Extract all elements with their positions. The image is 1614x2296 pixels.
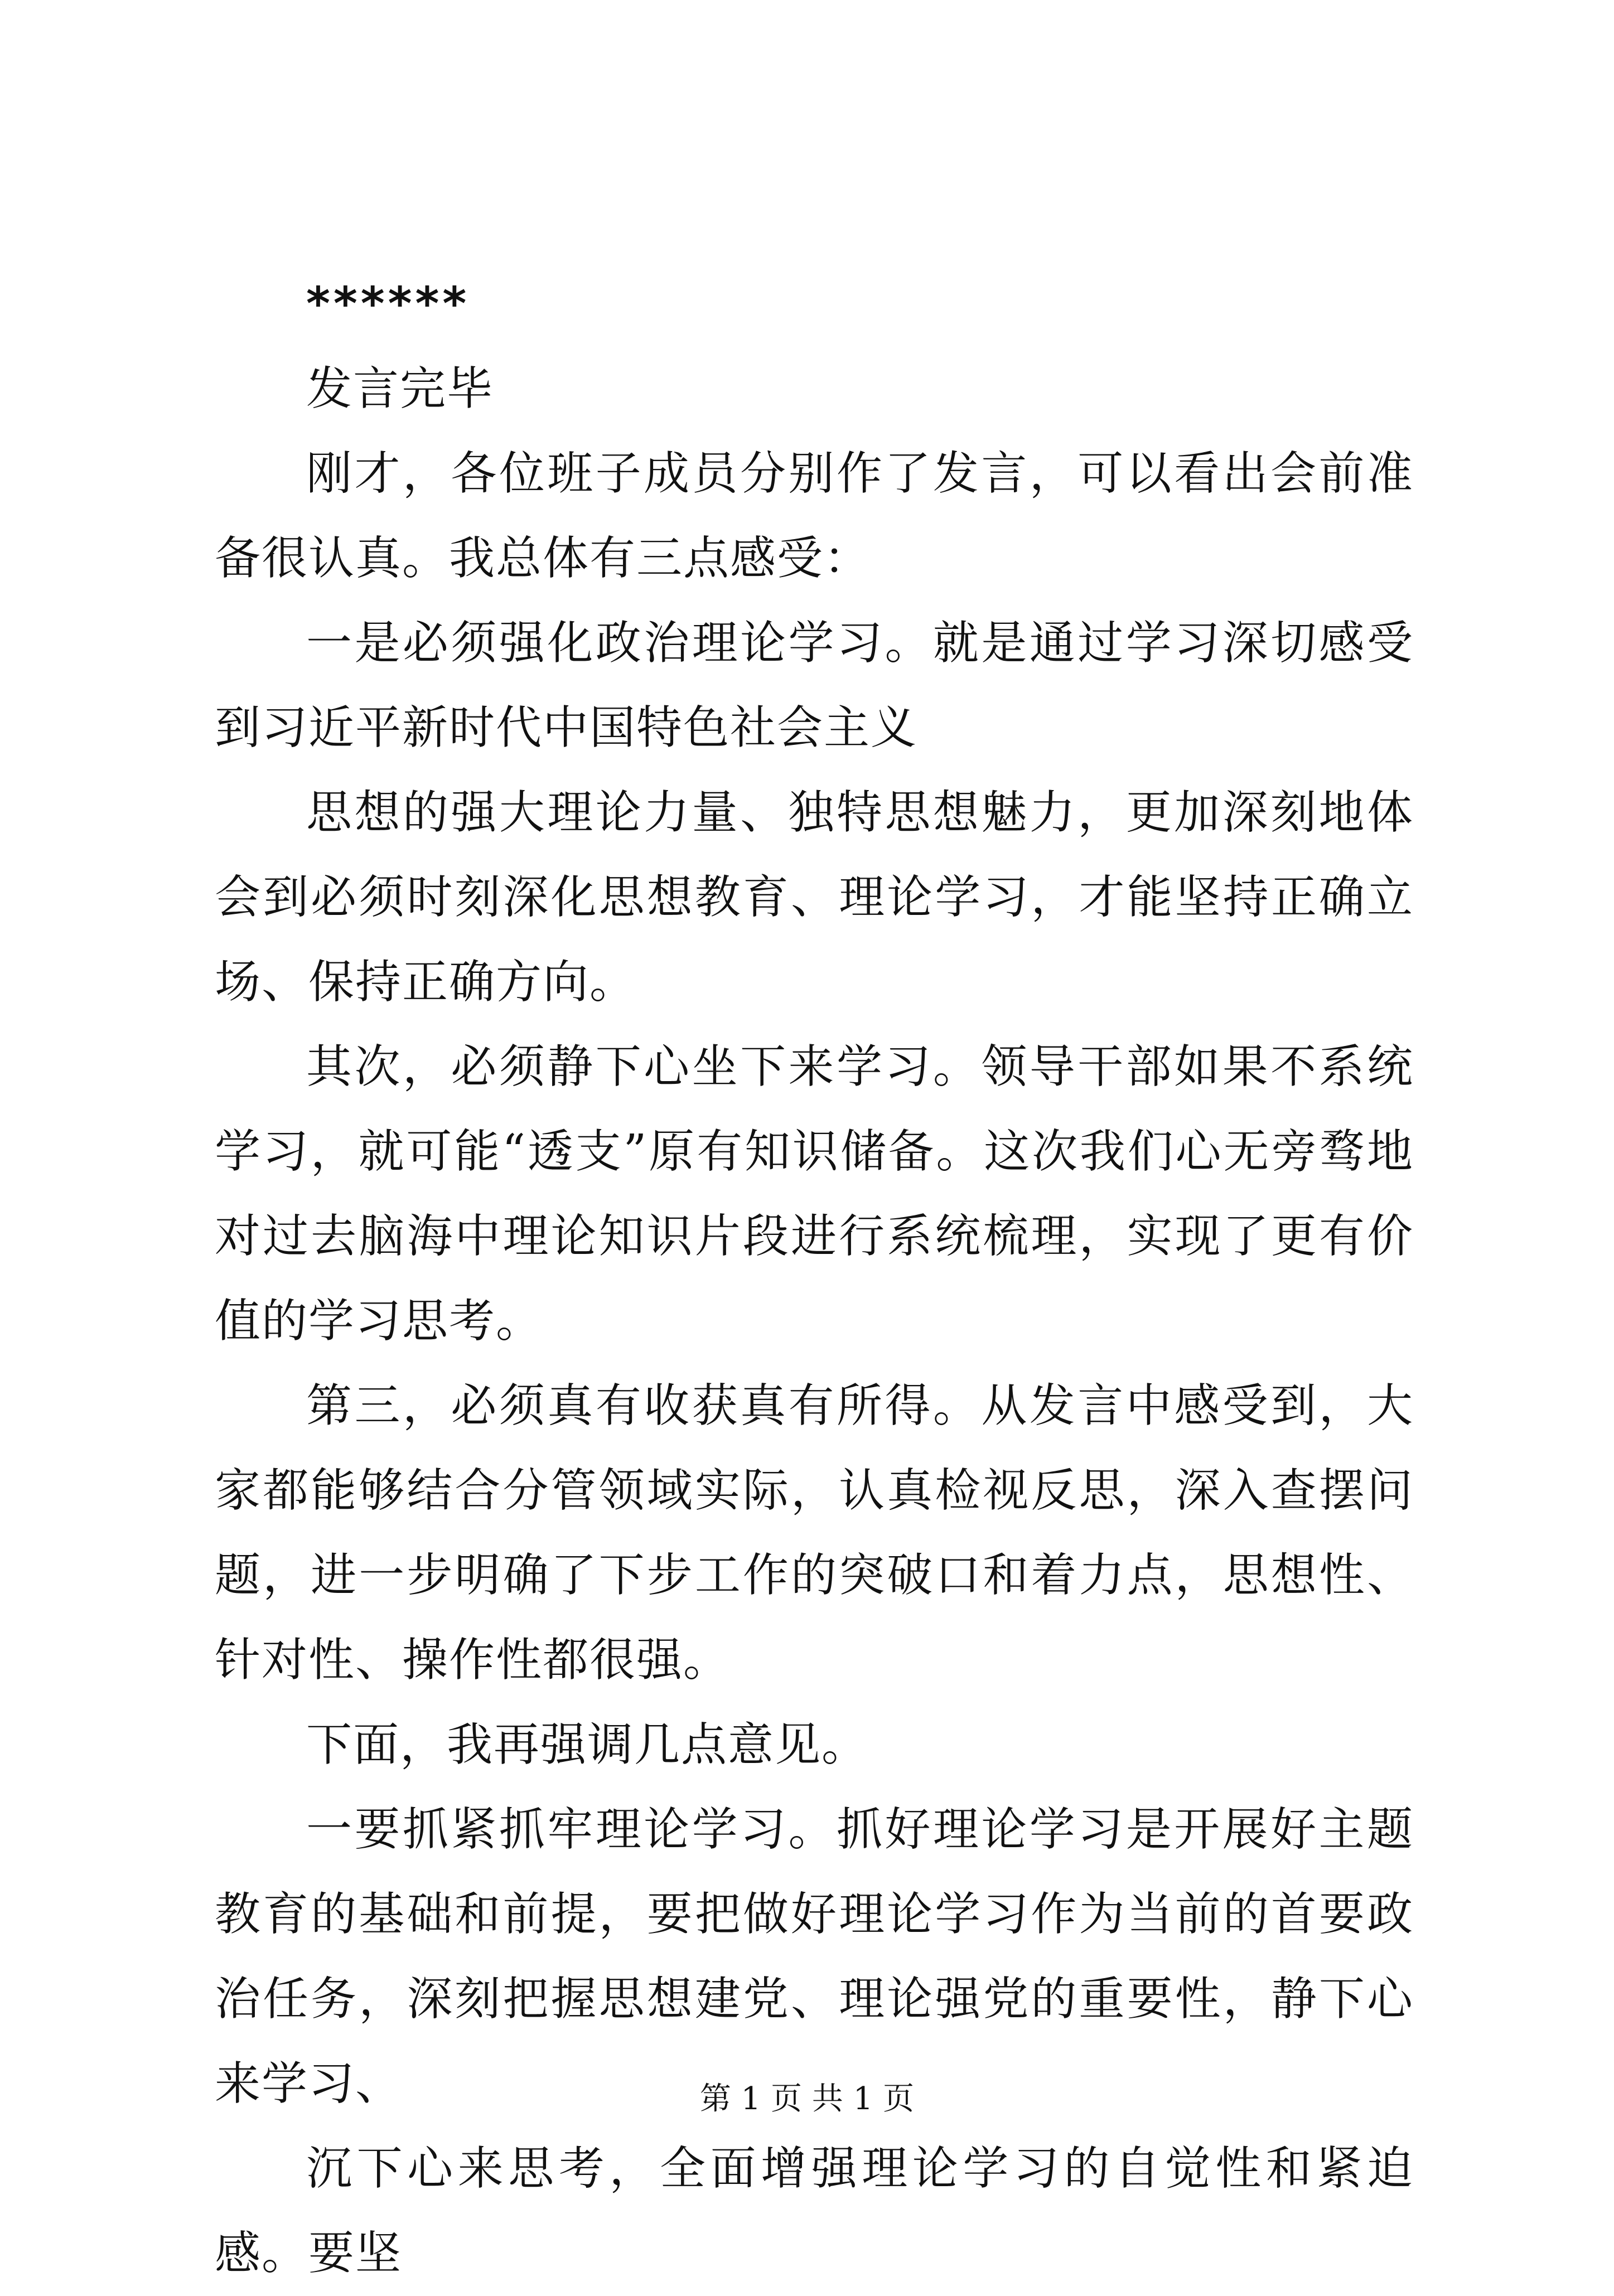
paragraph-closing-remark: 发言完毕 — [306, 362, 494, 415]
paragraph-opinion-one: 一要抓紧抓牢理论学习。抓好理论学习是开展好主题教育的基础和前提，要把做好理论学习作为当前的首要政治任务，深刻把握思想建党、理论强党的重要性，静下心来学习、 — [215, 1803, 1414, 2110]
document-body — [215, 262, 1414, 2296]
paragraph-point-three: 第三，必须真有收获真有所得。从发言中感受到，大家都能够结合分管领域实际，认真检视反思，深入查摆问题，进一步明确了下步工作的突破口和着力点，思想性、针对性、操作性都很强。 — [215, 1379, 1414, 1687]
paragraph-point-one-continued: 思想的强大理论力量、独特思想魅力，更加深刻地体会到必须时刻深化思想教育、理论学习，才能坚持正确立场、保持正确方向。 — [215, 786, 1414, 1009]
separator-stars: ****** — [306, 278, 470, 331]
paragraph-point-one: 一是必须强化政治理论学习。就是通过学习深切感受到习近平新时代中国特色社会主义 — [215, 617, 1414, 754]
page-footer — [0, 2077, 1614, 2121]
paragraph-point-two: 其次，必须静下心坐下来学习。领导干部如果不系统学习，就可能“透支”原有知识储备。这次我们心无旁骛地对过去脑海中理论知识片段进行系统梳理，实现了更有价值的学习思考。 — [215, 1040, 1414, 1348]
paragraph-intro: 刚才，各位班子成员分别作了发言，可以看出会前准备很认真。我总体有三点感受： — [215, 447, 1414, 585]
paragraph-transition: 下面，我再强调几点意见。 — [306, 1718, 869, 1771]
page-number: 第 1 页 共 1 页 — [699, 2081, 915, 2117]
paragraph-opinion-one-continued: 沉下心来思考，全面增强理论学习的自觉性和紧迫感。要坚 — [215, 2142, 1414, 2280]
